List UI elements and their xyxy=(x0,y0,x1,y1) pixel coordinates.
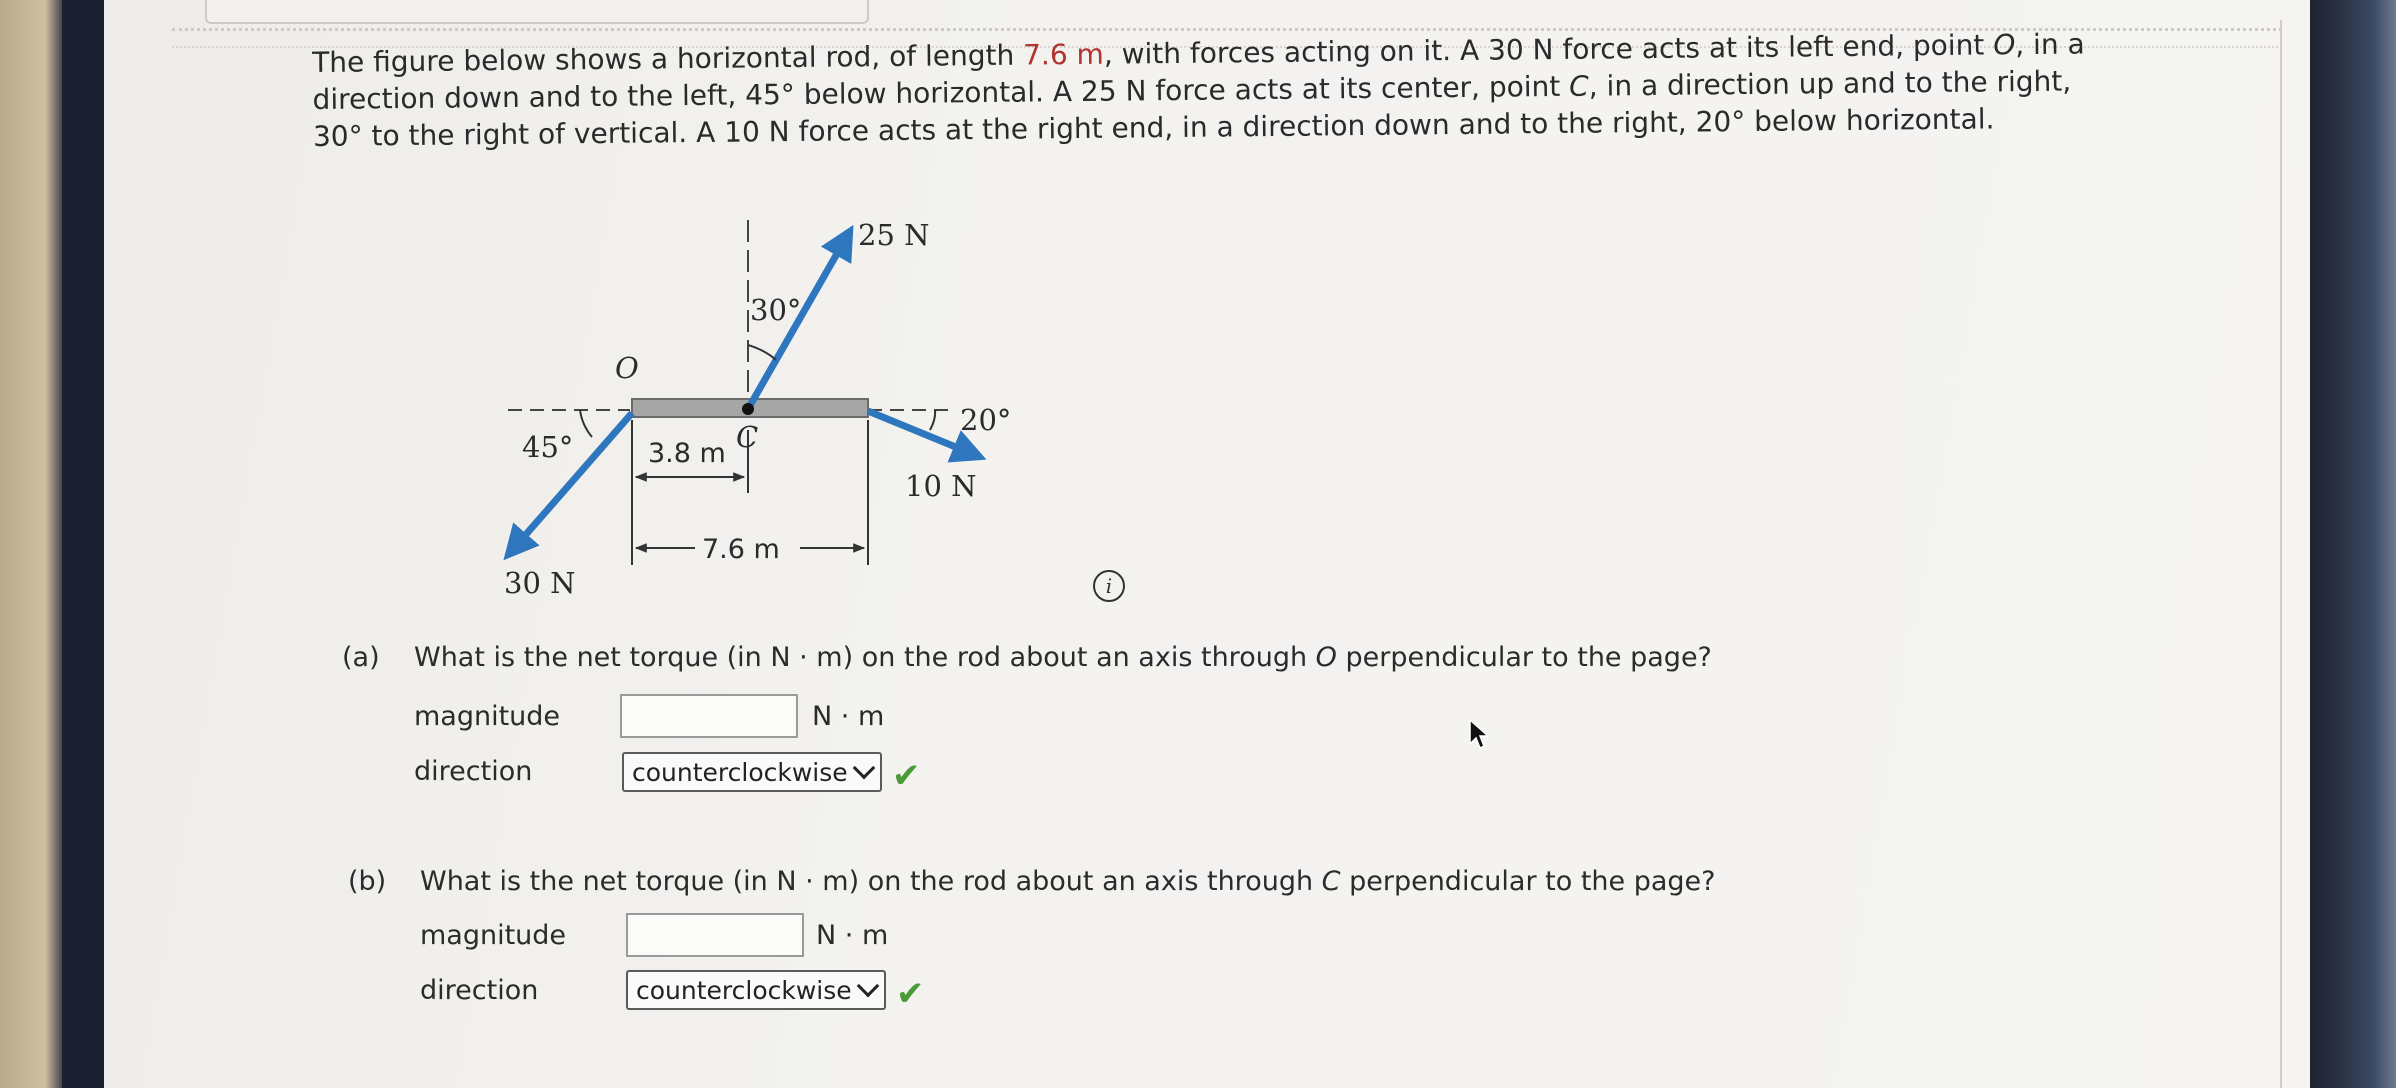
part-b-magnitude-input[interactable] xyxy=(626,913,804,957)
part-b-direction-label: direction xyxy=(420,975,539,1006)
check-icon: ✔ xyxy=(896,974,925,1014)
diagram-svg xyxy=(480,215,1130,605)
part-a-direction-select[interactable]: counterclockwise xyxy=(622,752,882,792)
label-30n: 30 N xyxy=(504,566,576,600)
problem-line-1: The figure below shows a horizontal rod, of length 7.6 m, with forces acting on it. A 30 N force acts at its left end, point O, in a xyxy=(312,27,2085,79)
label-point-o: O xyxy=(615,351,639,385)
label-25n: 25 N xyxy=(858,218,930,252)
part-b-direction-select[interactable]: counterclockwise xyxy=(626,970,886,1010)
angle-arc-45 xyxy=(580,410,592,437)
rod-force-diagram xyxy=(480,215,1130,605)
label-10n: 10 N xyxy=(905,469,977,503)
part-b-magnitude-label: magnitude xyxy=(420,920,567,951)
part-b-unit: N · m xyxy=(816,920,889,951)
problem-statement xyxy=(312,24,2243,155)
label-3-8-m: 3.8 m xyxy=(648,438,726,469)
mouse-pointer-icon xyxy=(1468,718,1492,756)
info-icon[interactable]: i xyxy=(1093,570,1125,602)
monitor-bezel-right xyxy=(2310,0,2396,1088)
check-icon: ✔ xyxy=(892,756,921,796)
panel-border xyxy=(2280,20,2282,1088)
label-point-c: C xyxy=(736,420,759,454)
label-30-degrees: 30° xyxy=(750,293,802,327)
monitor-bezel-left xyxy=(62,0,106,1088)
label-45-degrees: 45° xyxy=(522,430,574,464)
chevron-down-icon xyxy=(856,975,879,998)
angle-arc-30 xyxy=(748,345,776,360)
center-point-dot xyxy=(742,403,754,415)
label-20-degrees: 20° xyxy=(960,403,1012,437)
part-a-direction-label: direction xyxy=(414,756,533,787)
problem-line-2: direction down and to the left, 45° below horizontal. A 25 N force acts at its center, point C, in a direction up and to the right, xyxy=(312,64,2072,116)
angle-arc-20 xyxy=(930,410,935,430)
length-value: 7.6 m xyxy=(1022,37,1105,72)
part-a-unit: N · m xyxy=(812,701,885,732)
part-a-question: (a) What is the net torque (in N · m) on the rod about an axis through O perpendicular to the page? xyxy=(342,642,1712,673)
chevron-down-icon xyxy=(852,757,875,780)
part-b-question: (b) What is the net torque (in N · m) on the rod about an axis through C perpendicular to the page? xyxy=(348,866,1716,897)
previous-panel-edge xyxy=(205,0,869,24)
problem-line-3: 30° to the right of vertical. A 10 N force acts at the right end, in a direction down and to the right, 20° below horizontal. xyxy=(312,102,1995,153)
label-7-6-m: 7.6 m xyxy=(702,534,780,565)
part-a-magnitude-label: magnitude xyxy=(414,701,561,732)
part-a-magnitude-input[interactable] xyxy=(620,694,798,738)
